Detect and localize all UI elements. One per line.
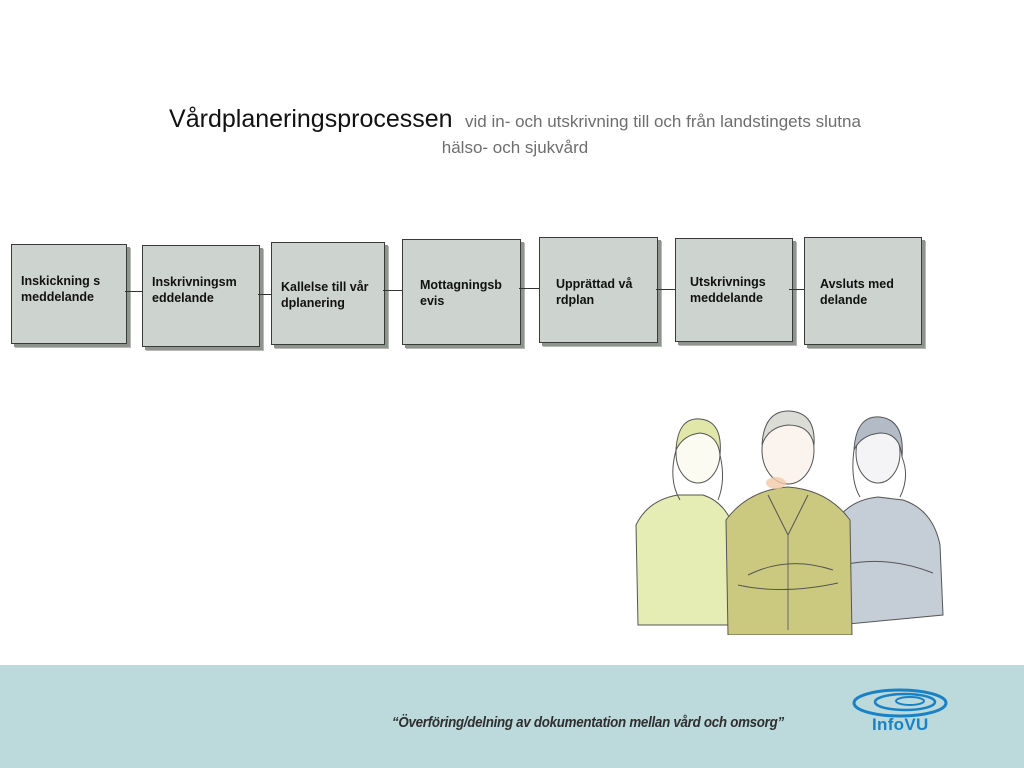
connector (383, 290, 403, 291)
step-label: Inskickning smeddelande (21, 274, 101, 304)
page-title (100, 104, 930, 160)
process-step-7 (804, 237, 922, 345)
footer-quote: “Överföring/delning av dokumentation mellan vård och omsorg” (392, 715, 784, 731)
process-step-2 (142, 245, 260, 347)
connector (519, 288, 539, 289)
step-label: Inskrivningsmeddelande (152, 275, 237, 305)
connector (125, 291, 142, 292)
process-step-6 (675, 238, 793, 342)
step-label: Avsluts meddelande (820, 277, 894, 307)
people-illustration-icon (628, 405, 948, 635)
title-subtitle-line1: vid in- och utskrivning till och från landstingets slutna (465, 112, 861, 131)
process-step-4 (402, 239, 521, 345)
step-label: Upprättad vårdplan (556, 277, 633, 307)
footer-band (0, 665, 1024, 768)
process-step-3 (271, 242, 385, 345)
connector (258, 294, 272, 295)
connector (656, 289, 676, 290)
title-main: Vårdplaneringsprocessen (169, 105, 453, 133)
step-label: Mottagningsbevis (420, 278, 502, 308)
process-step-1 (11, 244, 127, 344)
title-subtitle-line2: hälso- och sjukvård (441, 138, 589, 157)
logo-text: InfoVU (872, 715, 929, 734)
infovu-logo (850, 685, 950, 745)
step-label: Kallelse till vårdplanering (281, 280, 369, 310)
process-step-5 (539, 237, 658, 343)
step-label: Utskrivningsmeddelande (690, 275, 766, 305)
